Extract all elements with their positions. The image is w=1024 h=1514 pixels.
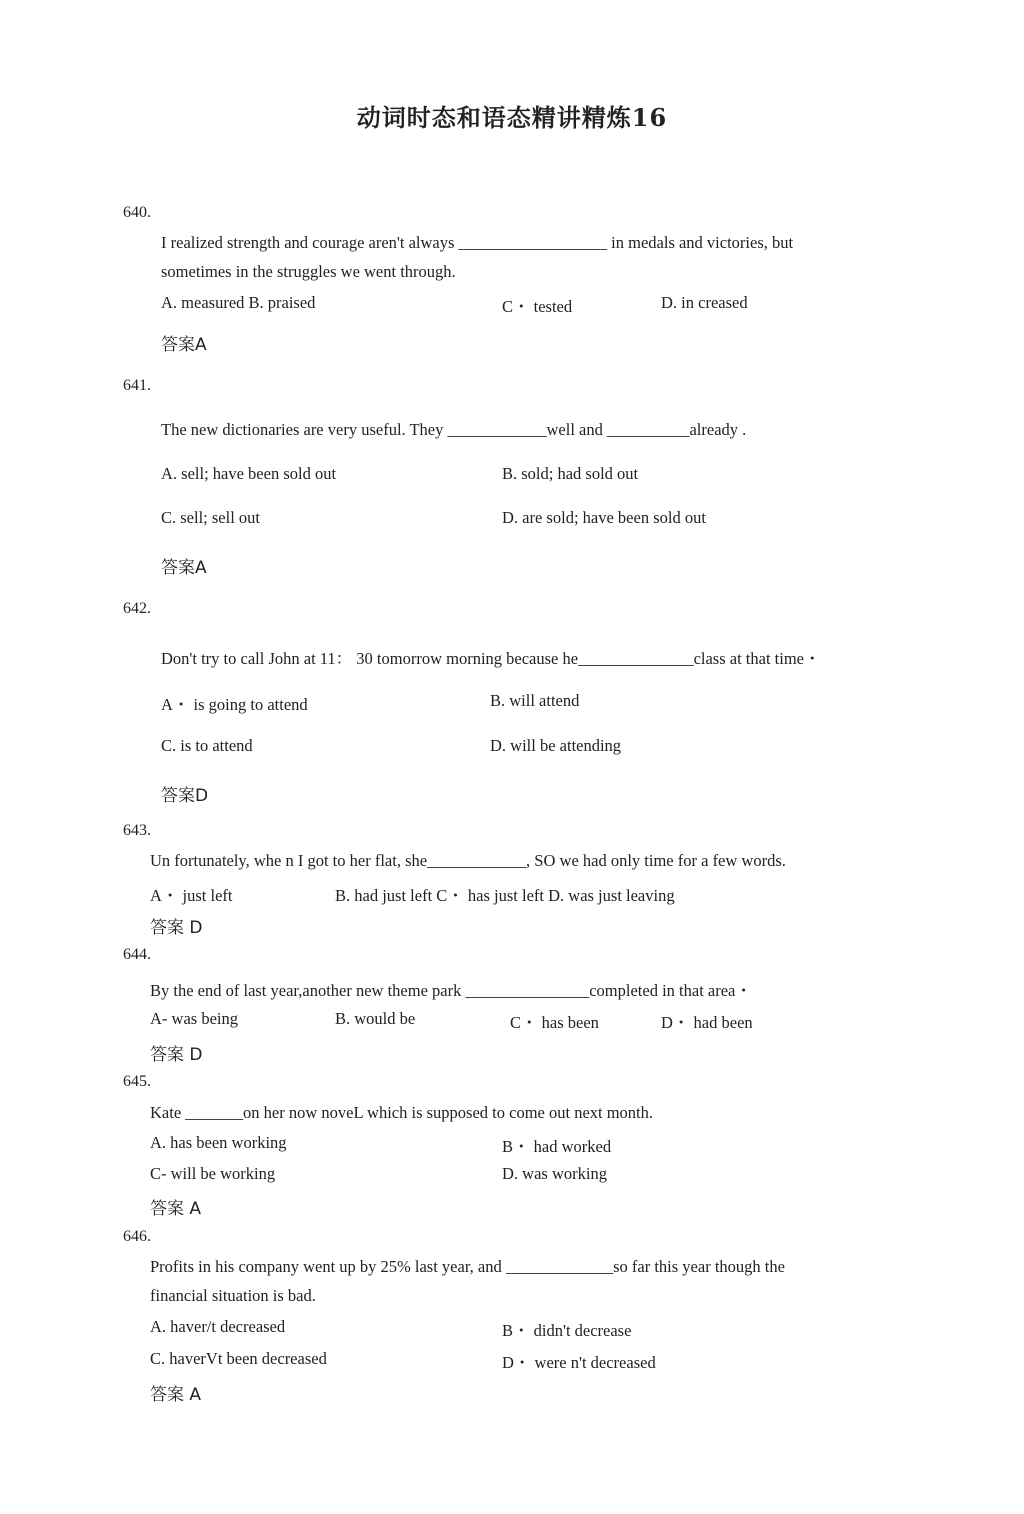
answer: 答案 A xyxy=(150,1385,202,1405)
question-text: The new dictionaries are very useful. They ____________well and __________already . xyxy=(161,420,747,439)
page-title: 动词时态和语态精讲精炼16 xyxy=(356,103,668,132)
question-text: Kate _______on her now noveL which is supposed to come out next month. xyxy=(150,1103,654,1122)
answer: 答案 D xyxy=(150,1045,203,1065)
option-a: A. sell; have been sold out xyxy=(161,464,337,483)
answer: 答案 D xyxy=(150,918,203,938)
option-b: B. would be xyxy=(335,1009,416,1028)
question-text: Don't try to call John at 11： 30 tomorrow morning because he______________class at that time・ xyxy=(161,649,821,668)
option-d: D・ had been xyxy=(661,1013,753,1032)
question-number: 643. xyxy=(123,822,151,839)
answer: 答案A xyxy=(161,335,207,355)
option-a: A・ just left xyxy=(150,886,233,905)
option-a: A. has been working xyxy=(150,1133,287,1152)
question-text: Profits in his company went up by 25% last year, and _____________so far this year though the xyxy=(150,1257,785,1276)
option-b-c-d: B. had just left C・ has just left D. was just leaving xyxy=(335,886,675,905)
option-a: A・ is going to attend xyxy=(161,695,308,714)
option-c: C・ tested xyxy=(502,297,573,316)
option-c: C. haverVt been decreased xyxy=(150,1349,327,1368)
option-d: D・ were n't decreased xyxy=(502,1353,656,1372)
question-number: 642. xyxy=(123,600,151,617)
option-d: D. will be attending xyxy=(490,736,622,755)
question-number: 644. xyxy=(123,946,151,963)
question-text: sometimes in the struggles we went through. xyxy=(161,262,456,281)
option-a: A- was being xyxy=(150,1009,238,1028)
option-c: C・ has been xyxy=(510,1013,599,1032)
question-number: 640. xyxy=(123,204,151,221)
option-b: B. sold; had sold out xyxy=(502,464,639,483)
option-d: D. are sold; have been sold out xyxy=(502,508,706,527)
question-number: 646. xyxy=(123,1228,151,1245)
question-number: 645. xyxy=(123,1073,151,1090)
question-text: financial situation is bad. xyxy=(150,1286,316,1305)
answer: 答案 A xyxy=(150,1199,202,1219)
question-text: Un fortunately, whe n I got to her flat, she____________, SO we had only time for a few words. xyxy=(150,851,786,870)
option-d: D. was working xyxy=(502,1164,607,1183)
option-d: D. in creased xyxy=(661,293,748,312)
question-text: I realized strength and courage aren't always __________________ in medals and victories, but xyxy=(161,233,794,252)
option-c: C. sell; sell out xyxy=(161,508,260,527)
answer: 答案D xyxy=(161,786,209,806)
option-c: C. is to attend xyxy=(161,736,253,755)
option-c: C- will be working xyxy=(150,1164,276,1183)
option-b: B・ had worked xyxy=(502,1137,612,1156)
option-b: B. will attend xyxy=(490,691,580,710)
question-number: 641. xyxy=(123,377,151,394)
option-b: B・ didn't decrease xyxy=(502,1321,632,1340)
question-text: By the end of last year,another new theme park _______________completed in that area・ xyxy=(150,981,752,1000)
answer: 答案A xyxy=(161,558,207,578)
option-a: A. haver/t decreased xyxy=(150,1317,286,1336)
option-a-b: A. measured B. praised xyxy=(161,293,316,312)
